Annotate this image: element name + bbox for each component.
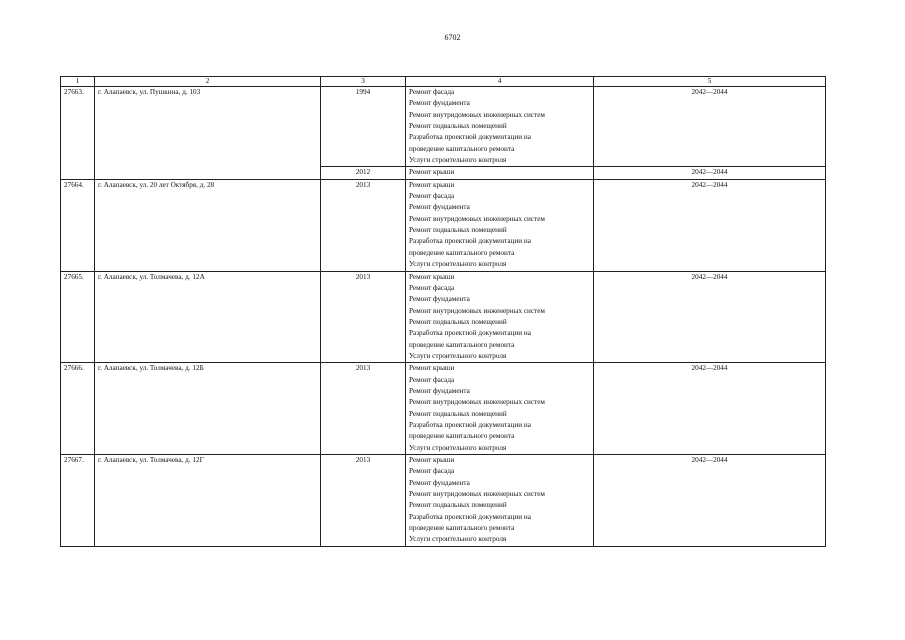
year-cell: 2012: [321, 167, 406, 179]
address-cell: г. Алапаевск, ул. 20 лет Октября, д. 28: [95, 179, 321, 271]
work-item: проведение капитального ремонта: [409, 340, 515, 349]
table-row: [61, 363, 826, 455]
work-item: проведение капитального ремонта: [409, 524, 515, 533]
page-number: 6702: [444, 33, 461, 42]
year-cell: 2013: [321, 271, 406, 363]
work-item: Разработка проектной документации на: [409, 329, 531, 338]
work-item: Ремонт крыши: [409, 364, 455, 373]
works-cell: [406, 87, 594, 167]
work-item: Ремонт фундамента: [409, 478, 470, 487]
column-header: 5: [594, 77, 826, 87]
work-item: Ремонт крыши: [409, 272, 455, 281]
works-cell: [406, 455, 594, 547]
work-item: Ремонт внутридомовых инженерных систем: [409, 110, 545, 119]
works-cell: [406, 167, 594, 179]
year-cell: 2013: [321, 363, 406, 455]
work-item: Разработка проектной документации на: [409, 237, 531, 246]
work-item: Разработка проектной документации на: [409, 420, 531, 429]
year-cell: 2013: [321, 455, 406, 547]
row-number: 27666.: [61, 363, 95, 455]
year-cell: 2013: [321, 179, 406, 271]
work-item: Ремонт внутридомовых инженерных систем: [409, 398, 545, 407]
work-item: Ремонт подвальных помещений: [409, 317, 507, 326]
work-item: Ремонт подвальных помещений: [409, 501, 507, 510]
period-cell: 2042—2044: [594, 363, 826, 455]
work-item: проведение капитального ремонта: [409, 144, 515, 153]
work-item: Ремонт внутридомовых инженерных систем: [409, 214, 545, 223]
address-cell: г. Алапаевск, ул. Пушкина, д. 103: [95, 87, 321, 180]
work-item: Ремонт подвальных помещений: [409, 409, 507, 418]
works-cell: [406, 271, 594, 363]
table-header-row: [61, 77, 826, 87]
work-item: проведение капитального ремонта: [409, 248, 515, 257]
work-item: Услуги строительного контроля: [409, 260, 507, 269]
column-header: 2: [95, 77, 321, 87]
work-item: Услуги строительного контроля: [409, 156, 507, 165]
row-number: 27664.: [61, 179, 95, 271]
work-item: Услуги строительного контроля: [409, 351, 507, 360]
year-cell: 1994: [321, 87, 406, 167]
column-header: 4: [406, 77, 594, 87]
table-row: [61, 87, 826, 167]
work-item: Ремонт крыши: [409, 168, 455, 177]
work-item: Ремонт фасада: [409, 375, 455, 384]
work-item: Ремонт внутридомовых инженерных систем: [409, 306, 545, 315]
table-row: [61, 271, 826, 363]
row-number: 27663.: [61, 87, 95, 180]
work-item: Ремонт внутридомовых инженерных систем: [409, 490, 545, 499]
period-cell: 2042—2044: [594, 455, 826, 547]
work-item: Разработка проектной документации на: [409, 133, 531, 142]
work-item: Ремонт подвальных помещений: [409, 226, 507, 235]
period-cell: 2042—2044: [594, 271, 826, 363]
work-item: Ремонт крыши: [409, 180, 455, 189]
work-item: Услуги строительного контроля: [409, 443, 507, 452]
table-row: [61, 179, 826, 271]
period-cell: 2042—2044: [594, 87, 826, 167]
work-item: Ремонт фундамента: [409, 386, 470, 395]
address-cell: г. Алапаевск, ул. Толмачева, д. 12Г: [95, 455, 321, 547]
works-cell: [406, 363, 594, 455]
work-item: Ремонт подвальных помещений: [409, 122, 507, 131]
address-cell: г. Алапаевск, ул. Толмачева, д. 12А: [95, 271, 321, 363]
column-header: 3: [321, 77, 406, 87]
work-item: Ремонт фундамента: [409, 295, 470, 304]
work-item: проведение капитального ремонта: [409, 432, 515, 441]
work-item: Ремонт фасада: [409, 88, 455, 96]
work-item: Разработка проектной документации на: [409, 512, 531, 521]
work-item: Ремонт крыши: [409, 456, 455, 464]
row-number: 27665.: [61, 271, 95, 363]
period-cell: 2042—2044: [594, 179, 826, 271]
column-header: 1: [61, 77, 95, 87]
work-item: Ремонт фундамента: [409, 203, 470, 212]
work-item: Ремонт фасада: [409, 283, 455, 292]
work-item: Ремонт фундамента: [409, 99, 470, 108]
table-row: [61, 455, 826, 547]
work-item: Ремонт фасада: [409, 192, 455, 201]
address-cell: г. Алапаевск, ул. Толмачева, д. 12Б: [95, 363, 321, 455]
work-item: Услуги строительного контроля: [409, 535, 507, 544]
row-number: 27667.: [61, 455, 95, 547]
work-item: Ремонт фасада: [409, 467, 455, 476]
repair-schedule-table: [60, 76, 826, 547]
works-cell: [406, 179, 594, 271]
period-cell: 2042—2044: [594, 167, 826, 179]
